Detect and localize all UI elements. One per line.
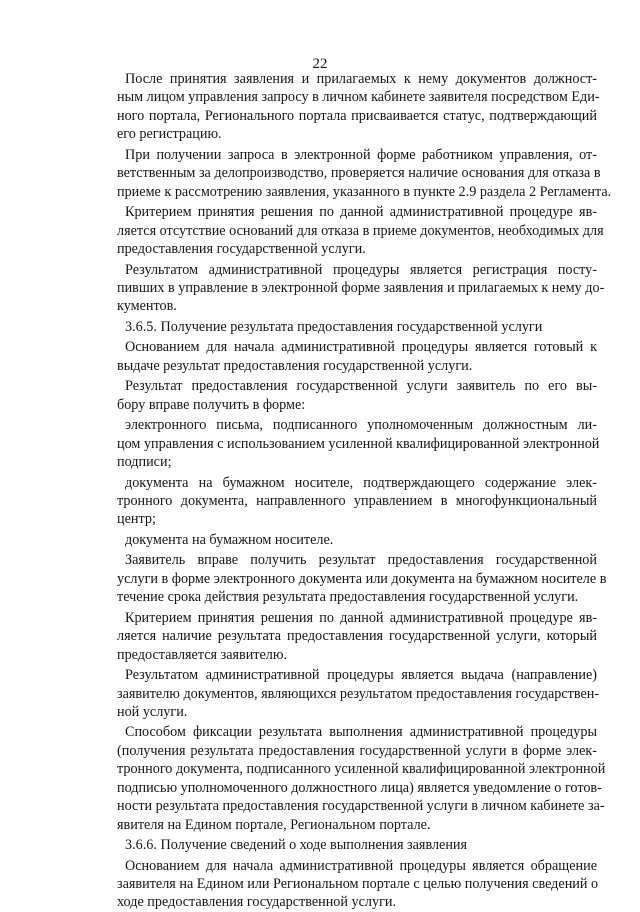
text-line: выдаче результат предоставления государственной услуги. — [117, 357, 473, 374]
text-line: ности результата предоставления государственной услуги в личном кабинете за- — [117, 798, 605, 815]
text-line: тронного документа, подписанного усиленной квалифицированной электронной — [117, 761, 606, 778]
paragraph — [117, 318, 597, 336]
text-line: ляется отсутствие оснований для отказа в приеме документов, необходимых для — [117, 222, 604, 239]
paragraph — [117, 666, 600, 721]
text-line: предоставляется заявителю. — [117, 646, 288, 663]
text-line: услуги в форме электронного документа или документа на бумажном носителе в — [117, 570, 607, 587]
text-line: подписью уполномоченного должностного лица) является уведомление о готов- — [117, 779, 602, 796]
text-line: документа на бумажном носителе. — [125, 531, 334, 548]
text-line: Способом фиксации результата выполнения административной процедуры — [125, 724, 597, 741]
text-line: ляется наличие результата предоставления государственной услуги, который — [117, 628, 597, 645]
paragraph — [117, 70, 600, 144]
paragraph — [117, 261, 605, 316]
paragraph — [117, 723, 606, 834]
text-line: цом управления с использованием усиленной квалифицированной электронной — [117, 435, 600, 452]
text-line: Критерием принятия решения по данной административной процедуре яв- — [125, 204, 597, 221]
text-line: заявителю документов, являющихся результатом предоставления государствен- — [117, 685, 600, 702]
text-line: (получения результата предоставления государственной услуги в форме элек- — [117, 742, 597, 759]
text-line: кументов. — [117, 298, 177, 315]
text-line: Результат предоставления государственной услуги заявитель по его вы- — [125, 378, 597, 395]
text-line: После принятия заявления и прилагаемых к нему документов должност- — [125, 71, 597, 87]
text-line: Основанием для начала административной процедуры является обращение — [125, 857, 597, 874]
paragraph — [117, 203, 604, 258]
text-line: заявителя на Едином или Региональном портале с целью получения сведений о — [117, 876, 599, 893]
document-body — [117, 70, 612, 912]
paragraph — [117, 609, 597, 664]
text-line: При получении запроса в электронной форме работником управления, от- — [125, 146, 597, 163]
text-line: ной услуги. — [117, 703, 188, 720]
text-line: Заявитель вправе получить результат предоставления государственной — [125, 552, 597, 569]
paragraph — [117, 416, 600, 471]
paragraph — [117, 338, 597, 375]
paragraph — [117, 531, 597, 549]
text-line: 3.6.6. Получение сведений о ходе выполнения заявления — [125, 837, 468, 854]
text-line: документа на бумажном носителе, подтверждающего содержание элек- — [125, 474, 597, 491]
paragraph — [117, 551, 607, 606]
text-line: приеме к рассмотрению заявления, указанного в пункте 2.9 раздела 2 Регламента. — [117, 183, 612, 200]
paragraph — [117, 836, 597, 854]
text-line: ветственным за делопроизводство, проверяется наличие основания для отказа в — [117, 165, 601, 182]
paragraph — [117, 857, 597, 912]
text-line: ным лицом управления запросу в личном кабинете заявителя посредством Еди- — [117, 89, 600, 106]
text-line: бору вправе получить в форме: — [117, 396, 306, 413]
text-line: явителя на Едином портале, Региональном портале. — [117, 816, 431, 833]
text-line: тронного документа, направленного управлением в многофункциональный — [117, 492, 597, 509]
text-line: 3.6.5. Получение результата предоставления государственной услуги — [125, 318, 543, 335]
text-line: Основанием для начала административной процедуры является готовый к — [125, 339, 597, 356]
text-line: электронного письма, подписанного уполномоченным должностным ли- — [125, 417, 597, 434]
text-line: пивших в управление в электронной форме заявления и прилагаемых к нему до- — [117, 279, 605, 296]
text-line: предоставления государственной услуги. — [117, 241, 366, 258]
text-line: ного портала, Регионального портала присваивается статус, подтверждающий — [117, 107, 597, 124]
text-line: центр; — [117, 511, 156, 528]
paragraph — [117, 377, 597, 414]
paragraph — [117, 146, 612, 201]
text-line: Результатом административной процедуры является выдача (направление) — [125, 667, 597, 684]
page-number: 22 — [312, 56, 328, 72]
text-line: Результатом административной процедуры является регистрация посту- — [125, 261, 597, 278]
text-line: подписи; — [117, 454, 172, 471]
text-line: ходе предоставления государственной услуги. — [117, 894, 397, 911]
text-line: его регистрацию. — [117, 126, 222, 143]
paragraph — [117, 474, 597, 529]
text-line: течение срока действия результата предоставления государственной услуги. — [117, 589, 579, 606]
text-line: Критерием принятия решения по данной административной процедуре яв- — [125, 609, 597, 626]
